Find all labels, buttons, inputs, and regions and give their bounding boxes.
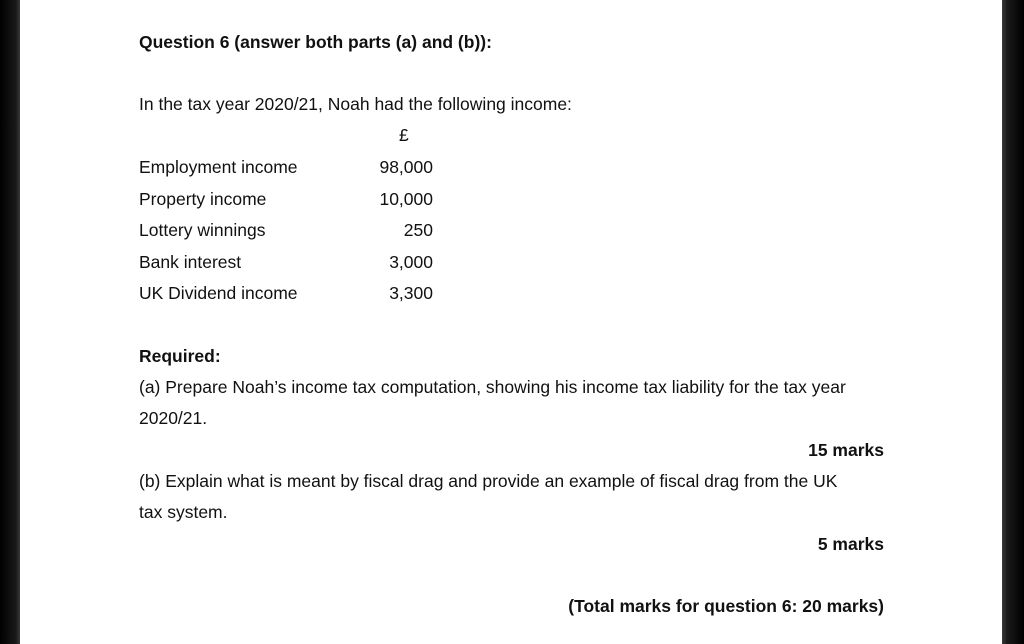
income-row-amount: 10,000 <box>379 189 433 209</box>
income-row-label: Lottery winnings <box>139 220 266 240</box>
income-row-amount: 250 <box>403 220 433 240</box>
part-a-line-2: 2020/21. <box>139 408 208 428</box>
intro-text: In the tax year 2020/21, Noah had the following income: <box>139 94 572 114</box>
currency-header: £ <box>399 125 409 145</box>
income-row-amount: 3,300 <box>389 283 433 303</box>
income-row-label: UK Dividend income <box>139 283 298 303</box>
required-label: Required: <box>139 346 221 366</box>
part-a-marks: 15 marks <box>808 440 884 460</box>
left-dark-border <box>0 0 20 644</box>
income-row-label: Property income <box>139 189 267 209</box>
question-heading: Question 6 (answer both parts (a) and (b)): <box>139 32 492 52</box>
part-b-line-2: tax system. <box>139 502 228 522</box>
part-b-marks: 5 marks <box>817 534 884 554</box>
part-a-line-1: (a) Prepare Noah’s income tax computation, showing his income tax liability for the tax year <box>139 377 846 397</box>
total-marks: (Total marks for question 6: 20 marks) <box>568 596 884 616</box>
right-dark-border <box>1002 0 1024 644</box>
part-b-line-1: (b) Explain what is meant by fiscal drag and provide an example of fiscal drag from the UK <box>139 471 838 491</box>
income-row-label: Employment income <box>139 157 298 177</box>
income-row-label: Bank interest <box>139 252 242 272</box>
income-row-amount: 3,000 <box>389 252 433 272</box>
income-row-amount: 98,000 <box>379 157 433 177</box>
